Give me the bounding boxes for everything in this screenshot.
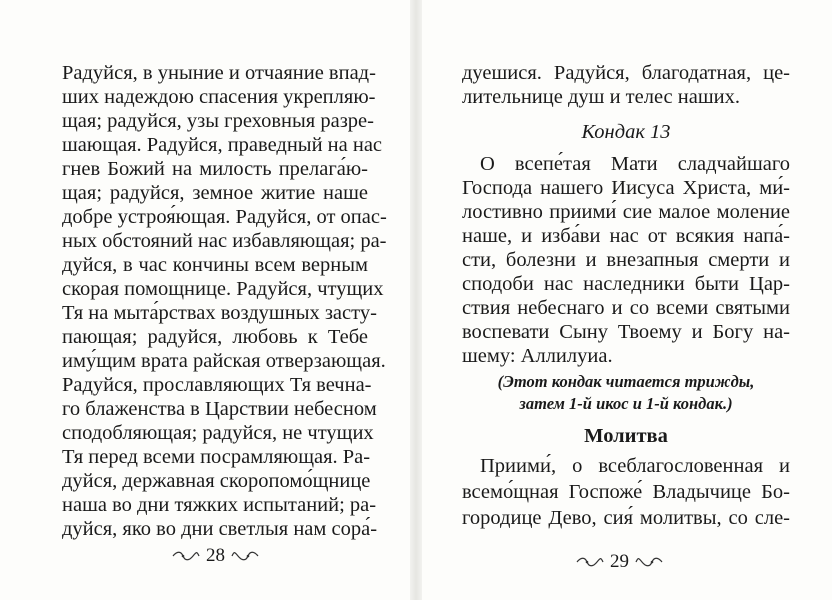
- text-line: Радуйся, в уныние и отчаяние впад-: [62, 62, 376, 84]
- text-line: добре устроя́ющая. Радуйся, от опас-: [62, 206, 387, 228]
- text-line: Радуйся, прославляющих Тя вечна-: [62, 374, 372, 396]
- text-line: щая; радуйся, узы греховныя разре-: [62, 110, 374, 132]
- text-line: воспевати Сыну Твоему и Богу на-: [462, 321, 790, 343]
- text-line: наше, и изба́ви нас от всякия напа́-: [462, 225, 790, 247]
- text-line: ствия небеснаго и со всеми святыми: [462, 297, 790, 319]
- text-line: сподобляющая; радуйся, не чтущих: [62, 422, 374, 444]
- text-line: шему: Аллилуиа.: [462, 345, 613, 367]
- text-line: шающая. Радуйся, праведный на нас: [62, 134, 383, 156]
- text-line: Господа нашего Иисуса Христа, ми́-: [462, 177, 790, 199]
- ornament-icon: [231, 550, 259, 562]
- text-line: го блаженства в Царствии небесном: [62, 398, 377, 420]
- text-line: дуйся, яко во дни светлыя нам сора́-: [62, 518, 378, 540]
- ornament-icon: [576, 556, 604, 568]
- text-line: О всепе́тая Мати сладчайшаго: [480, 153, 790, 175]
- text-line: дуйся, державная скоропомо́щнице: [62, 470, 371, 492]
- text-line: Тя на мыта́рствах воздушных засту-: [62, 302, 377, 324]
- page-number-footer: [576, 551, 663, 573]
- text-line: лительнице душ и телес наших.: [462, 86, 740, 108]
- rubric-note: (Этот кондак читается трижды,: [497, 372, 755, 391]
- text-line: городице Дево, сия́ молитвы, со сле-: [462, 507, 790, 529]
- right-page: [422, 0, 832, 600]
- left-page: [0, 0, 410, 600]
- page-number: 29: [610, 551, 629, 572]
- text-line: ных обстояний нас избавляющая; ра-: [62, 230, 387, 252]
- book-gutter: [410, 0, 422, 600]
- text-line: пающая; радуйся, любовь к Тебе: [62, 326, 368, 348]
- text-line: скорая помощнице. Радуйся, чтущих: [62, 278, 384, 300]
- prayer-heading: Молитва: [584, 425, 668, 447]
- text-line: ших надеждою спасения укрепляю-: [62, 86, 376, 108]
- text-line: лостивно приими́ сие малое моление: [462, 201, 790, 223]
- kondak-heading: Кондак 13: [581, 121, 671, 143]
- text-line: сти, болезни и внезапныя смерти и: [462, 249, 790, 271]
- text-line: гнев Божий на милость прелага́ю-: [62, 158, 368, 180]
- rubric-note: затем 1-й икос и 1-й кондак.): [519, 394, 733, 413]
- text-line: дуйся, в час кончины всем верным: [62, 254, 368, 276]
- text-line: всемо́щная Госпоже́ Владычице Бо-: [462, 481, 790, 503]
- text-line: сподоби нас наследники быти Цар-: [462, 273, 790, 295]
- page-number: 28: [206, 545, 225, 566]
- text-line: Тя перед всеми посрамляющая. Ра-: [62, 446, 371, 468]
- text-line: Приими́, о всеблагословенная и: [480, 455, 790, 477]
- page-number-footer: [172, 545, 259, 567]
- text-line: щая; радуйся, земное житие наше: [62, 182, 368, 204]
- ornament-icon: [172, 550, 200, 562]
- text-line: дуешися. Радуйся, благодатная, це-: [462, 62, 790, 84]
- ornament-icon: [635, 556, 663, 568]
- text-line: наша во дни тяжких испытаний; ра-: [62, 494, 377, 516]
- text-line: иму́щим врата райская отверзающая.: [62, 350, 386, 372]
